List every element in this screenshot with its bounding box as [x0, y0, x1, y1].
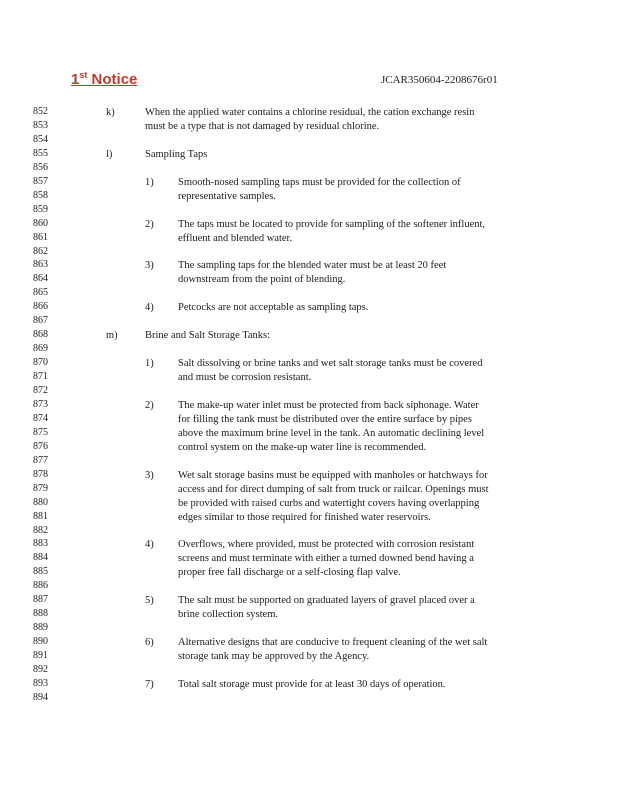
line-number: 856: [33, 161, 48, 173]
line-number: 863: [33, 259, 48, 271]
section-label-k: k): [106, 107, 115, 118]
item-text: The taps must be located to provide for sampling of the softener influent,: [178, 218, 486, 230]
item-text: The make-up water inlet must be protected from back siphonage. Water: [178, 399, 479, 411]
line-number: 884: [33, 552, 48, 564]
line-number: 853: [33, 119, 48, 131]
line-number: 894: [33, 691, 48, 703]
item-text: Wet salt storage basins must be equipped with manholes or hatchways for: [178, 469, 488, 481]
line-number: 861: [33, 231, 48, 243]
line-number: 868: [33, 329, 48, 341]
section-m-heading: Brine and Salt Storage Tanks:: [145, 330, 271, 342]
line-number: 893: [33, 677, 48, 689]
item-text: storage tank may be approved by the Agency.: [178, 651, 370, 663]
document-code: JCAR350604-2208676r01: [381, 74, 498, 86]
line-number: 869: [33, 343, 48, 355]
line-number: 854: [33, 133, 48, 145]
item-text: Alternative designs that are conducive to frequent cleaning of the wet salt: [178, 637, 488, 649]
line-number: 866: [33, 301, 48, 313]
item-text: The salt must be supported on graduated layers of gravel placed over a: [178, 595, 475, 607]
section-l-heading: Sampling Taps: [145, 148, 208, 160]
line-number: 871: [33, 371, 48, 383]
item-text: Total salt storage must provide for at least 30 days of operation.: [178, 678, 446, 690]
line-number: 879: [33, 482, 48, 494]
item-text: effluent and blended water.: [178, 232, 293, 244]
item-number: 3): [145, 469, 154, 481]
line-number: 891: [33, 650, 48, 662]
item-text: and must be corrosion resistant.: [178, 372, 312, 384]
item-text: Salt dissolving or brine tanks and wet salt storage tanks must be covered: [178, 358, 483, 370]
item-text: representative samples.: [178, 190, 276, 202]
line-number: 870: [33, 357, 48, 369]
line-number: 886: [33, 580, 48, 592]
item-number: 4): [145, 539, 154, 551]
item-text: downstream from the point of blending.: [178, 274, 346, 286]
item-text: The sampling taps for the blended water must be at least 20 feet: [178, 260, 447, 272]
notice-heading: [71, 70, 137, 88]
line-number: 875: [33, 426, 48, 438]
line-number: 885: [33, 566, 48, 578]
line-number: 878: [33, 468, 48, 480]
item-text: edges similar to those required for finished water reservoirs.: [178, 511, 431, 523]
line-number: 880: [33, 496, 48, 508]
line-number: 864: [33, 273, 48, 285]
notice-word: Notice: [91, 71, 138, 88]
item-text: be provided with raised curbs and watertight covers having overlapping: [178, 497, 480, 509]
line-number: 889: [33, 622, 48, 634]
line-number: 873: [33, 398, 48, 410]
line-number: 883: [33, 538, 48, 550]
section-k-text: must be a type that is not damaged by residual chlorine.: [145, 120, 380, 132]
line-number: 858: [33, 189, 48, 201]
line-number: 867: [33, 315, 48, 327]
item-text: access and for direct dumping of salt from truck or railcar. Openings must: [178, 483, 489, 495]
item-text: brine collection system.: [178, 609, 279, 621]
line-number: 876: [33, 440, 48, 452]
line-number: 852: [33, 106, 48, 117]
item-text: Petcocks are not acceptable as sampling taps.: [178, 302, 369, 314]
item-text: Overflows, where provided, must be protected with corrosion resistant: [178, 539, 475, 551]
item-number: 2): [145, 218, 154, 230]
section-label-m: m): [106, 330, 118, 342]
item-number: 4): [145, 302, 154, 314]
line-number: 865: [33, 287, 48, 299]
line-number: 859: [33, 203, 48, 215]
line-number: 860: [33, 217, 48, 229]
item-text: for filling the tank must be distributed over the entire surface by pipes: [178, 413, 472, 425]
line-number: 855: [33, 147, 48, 159]
line-number: 882: [33, 524, 48, 536]
item-text: above the maximum brine level in the tank. An automatic declining level: [178, 427, 485, 439]
line-number: 877: [33, 454, 48, 466]
section-label-l: l): [106, 148, 113, 160]
line-number: 892: [33, 664, 48, 675]
item-number: 2): [145, 399, 154, 411]
item-text: proper free fall discharge or a self-closing flap valve.: [178, 567, 401, 579]
item-number: 7): [145, 678, 154, 690]
line-number: 890: [33, 636, 48, 648]
line-number: 872: [33, 385, 48, 396]
item-number: 1): [145, 358, 154, 370]
line-number: 874: [33, 412, 48, 424]
line-number: 887: [33, 594, 48, 606]
item-text: screens and must terminate with either a turned downed bend having a: [178, 553, 474, 565]
line-number: 862: [33, 245, 48, 257]
item-number: 1): [145, 176, 154, 188]
item-number: 6): [145, 637, 154, 649]
section-k-text: When the applied water contains a chlorine residual, the cation exchange resin: [145, 107, 475, 118]
line-number: 888: [33, 608, 48, 620]
item-number: 3): [145, 260, 154, 272]
notice-ordinal: 1: [71, 71, 80, 88]
notice-suffix: st: [79, 70, 88, 80]
item-number: 5): [145, 595, 154, 607]
item-text: control system on the make-up water line is recommended.: [178, 441, 427, 453]
line-number: 881: [33, 510, 48, 522]
line-number: 857: [33, 175, 48, 187]
item-text: Smooth-nosed sampling taps must be provided for the collection of: [178, 176, 461, 188]
